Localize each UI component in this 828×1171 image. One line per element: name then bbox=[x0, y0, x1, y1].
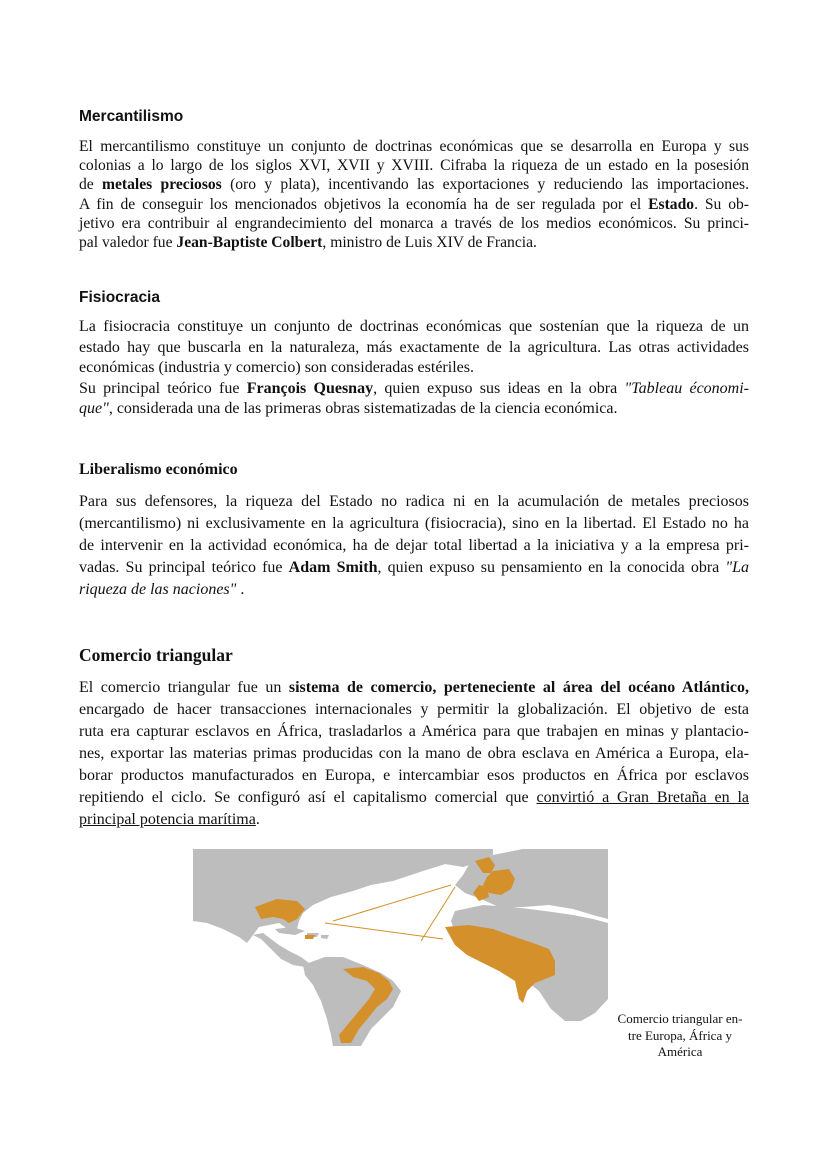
underlined-phrase: convirtió a Gran Bretaña en la bbox=[536, 789, 749, 806]
italic-title: "La bbox=[725, 559, 750, 576]
text-line: Para sus defensores, la riqueza del Estado no radica ni en la acumulación de metales preciosos bbox=[79, 493, 749, 510]
text-line: económicas (industria y comercio) son consideradas estériles. bbox=[79, 359, 474, 377]
heading-fisiocracia: Fisiocracia bbox=[79, 289, 160, 306]
bold-term: metales preciosos bbox=[102, 176, 222, 194]
text-line: A fin de conseguir los mencionados objetivos la economía ha de ser regulada por el Estado. Su ob- bbox=[79, 195, 749, 213]
italic-title: que" bbox=[79, 400, 109, 418]
text-line: (mercantilismo) ni exclusivamente en la agricultura (fisiocracia), sino en la libertad. El Estado no ha bbox=[79, 515, 749, 532]
heading-mercantilismo: Mercantilismo bbox=[79, 108, 184, 125]
text-line: repitiendo el ciclo. Se configuró así el capitalismo comercial que convirtió a Gran Bretaña en la bbox=[79, 789, 749, 806]
bold-term: Estado bbox=[648, 195, 695, 213]
text-line: riqueza de las naciones" . bbox=[79, 581, 245, 598]
text-line: jetivo era contribuir al engrandecimiento del monarca a través de los medios económicos. Su princi- bbox=[79, 214, 749, 232]
heading-liberalismo: Liberalismo económico bbox=[79, 461, 238, 478]
caption-line: tre Europa, África y bbox=[628, 1027, 732, 1043]
paragraph-comercio-triangular bbox=[79, 677, 749, 831]
caption-line: Comercio triangular en- bbox=[617, 1011, 743, 1026]
text-line: El comercio triangular fue un sistema de comercio, perteneciente al área del océano Atlántico, bbox=[79, 679, 749, 696]
text-line: La fisiocracia constituye un conjunto de doctrinas económicas que sostenían que la riqueza de un bbox=[79, 318, 749, 335]
text-line: pal valedor fue Jean-Baptiste Colbert, ministro de Luis XIV de Francia. bbox=[79, 234, 537, 252]
text-line: Su principal teórico fue François Quesnay, quien expuso sus ideas en la obra "Tableau économi- bbox=[79, 379, 749, 397]
caption-line: América bbox=[657, 1044, 703, 1059]
text-line: de metales preciosos (oro y plata), incentivando las exportaciones y reduciendo las importaciones. bbox=[79, 176, 749, 194]
paragraph-mercantilismo bbox=[79, 137, 749, 252]
text-line: El mercantilismo constituye un conjunto de doctrinas económicas que se desarrolla en Europa y sus bbox=[79, 138, 749, 155]
text-line: borar productos manufacturados en Europa, e intercambiar esos productos en África por esclavos bbox=[79, 767, 749, 784]
bold-term: sistema de comercio, perteneciente al área del océano Atlántico, bbox=[288, 679, 749, 696]
triangular-trade-map bbox=[193, 849, 608, 1046]
text-line: ruta era capturar esclavos en África, trasladarlos a América para que trabajen en minas y plantacio- bbox=[79, 723, 749, 740]
text-line: que", considerada una de las primeras obras sistematizadas de la ciencia económica. bbox=[79, 400, 618, 418]
text-line: nes, exportar las materias primas producidas con la mano de obra esclava en América a Europa, ela- bbox=[79, 745, 749, 762]
italic-title: riqueza de las naciones" bbox=[79, 581, 237, 598]
text-line: colonias a lo largo de los siglos XVI, XVII y XVIII. Cifraba la riqueza de un estado en la posesión bbox=[79, 157, 749, 175]
underlined-phrase: principal potencia marítima bbox=[79, 811, 256, 828]
text-line: de intervenir en la actividad económica, ha de dejar total libertad a la iniciativa y a la empresa pri- bbox=[79, 537, 749, 554]
paragraph-liberalismo bbox=[79, 491, 749, 601]
text-line: encargado de hacer transacciones internacionales y permitir la globalización. El objetivo de esta bbox=[79, 701, 749, 718]
bold-term: Adam Smith bbox=[288, 559, 378, 576]
text-line: vadas. Su principal teórico fue Adam Smith, quien expuso su pensamiento en la conocida obra "La bbox=[79, 559, 750, 576]
text-line: estado hay que buscarla en la naturaleza, más exactamente de la agricultura. Las otras actividades bbox=[79, 338, 749, 356]
bold-term: Jean-Baptiste Colbert bbox=[176, 234, 323, 252]
figure-caption bbox=[610, 1011, 750, 1061]
heading-comercio-triangular: Comercio triangular bbox=[79, 645, 233, 665]
bold-term: François Quesnay bbox=[246, 379, 374, 397]
paragraph-fisiocracia bbox=[79, 317, 749, 420]
text-line: principal potencia marítima. bbox=[79, 811, 260, 828]
italic-title: "Tableau économi- bbox=[624, 379, 749, 397]
